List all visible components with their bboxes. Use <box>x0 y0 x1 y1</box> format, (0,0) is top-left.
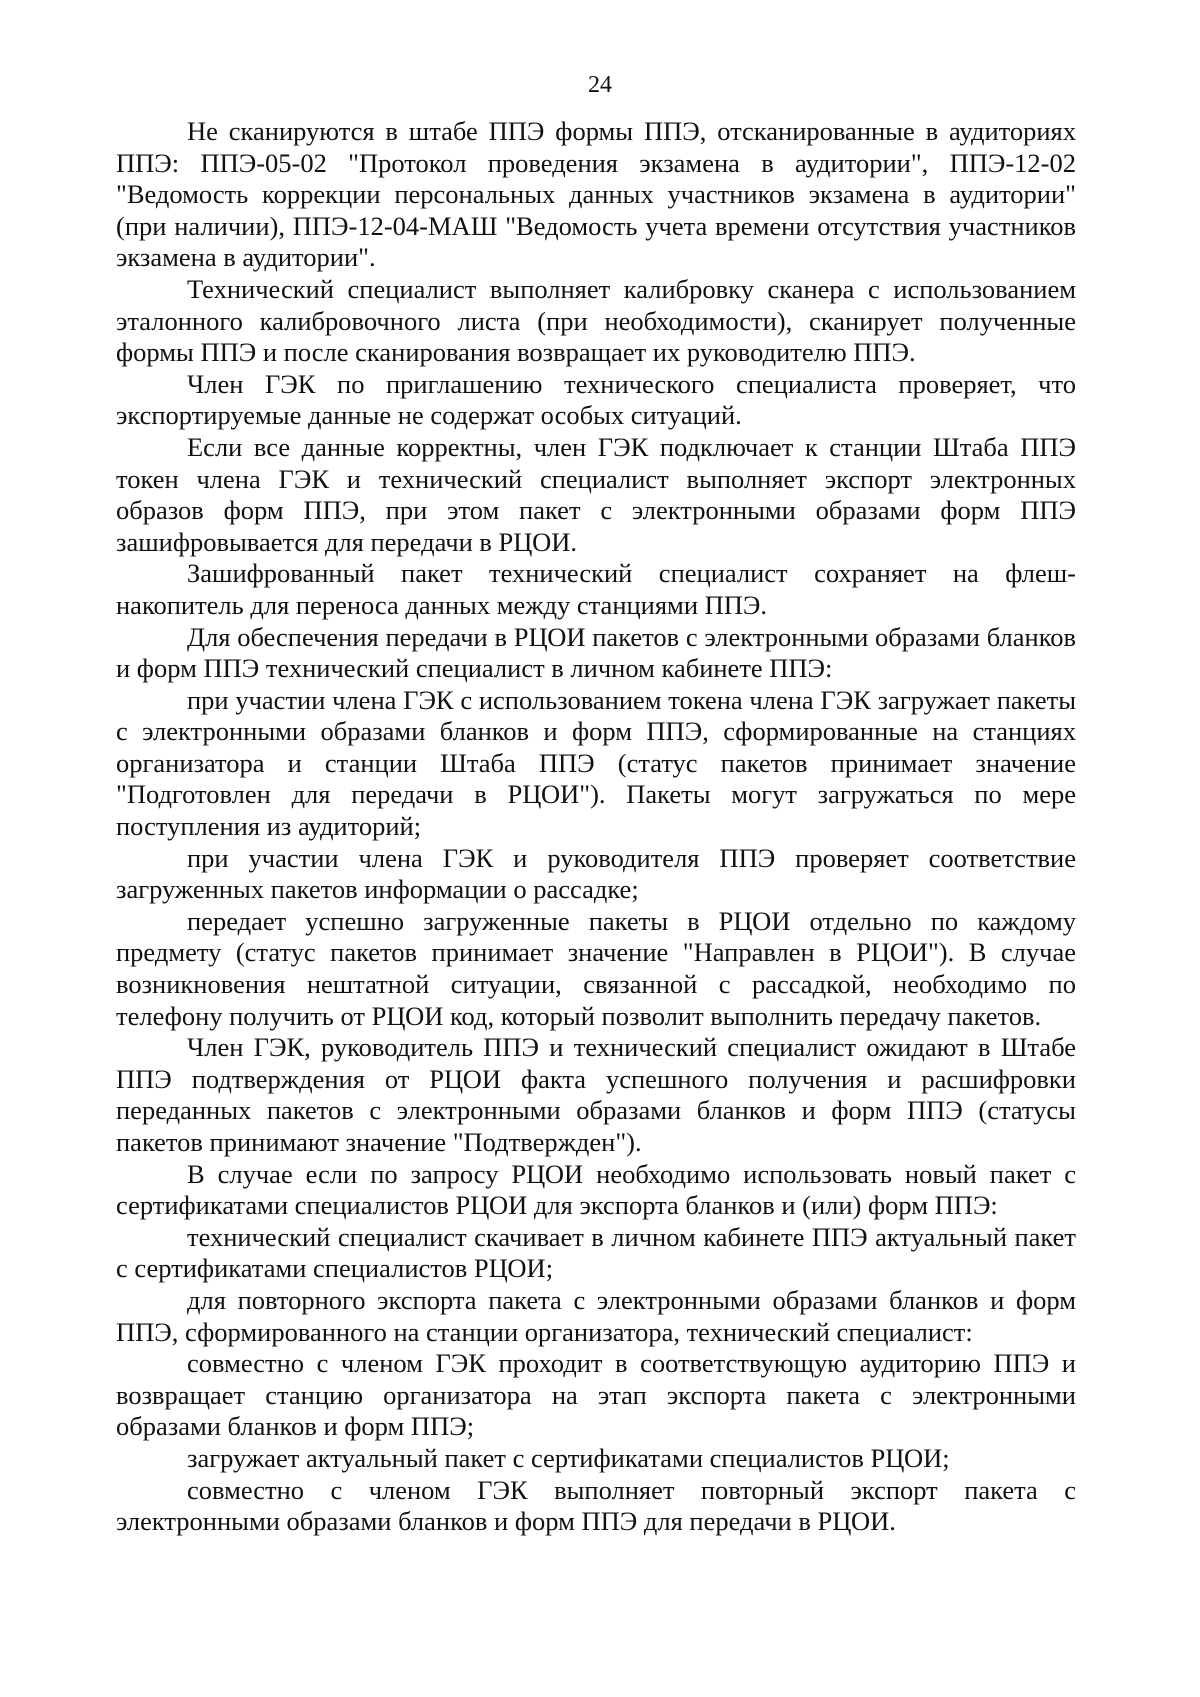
list-item-paragraph: при участии члена ГЭК и руководителя ППЭ проверяет соответствие загруженных пакетов информации о рассадке; <box>116 842 1076 905</box>
paragraph: Не сканируются в штабе ППЭ формы ППЭ, отсканированные в аудиториях ППЭ: ППЭ-05-02 "Протокол проведения экзамена в аудитории", ППЭ-12-02 "Ведомость коррекции персональных данных участников экзамена в аудитории" (при наличии), ППЭ-12-04-МАШ "Ведомость учета времени отсутствия участников экзамена в аудитории". <box>116 116 1076 273</box>
paragraph: Член ГЭК, руководитель ППЭ и технический специалист ожидают в Штабе ППЭ подтверждения от РЦОИ факта успешного получения и расшифровки переданных пакетов с электронными образами бланков и форм ППЭ (статусы пакетов принимают значение "Подтвержден"). <box>116 1032 1076 1157</box>
list-item-paragraph: при участии члена ГЭК с использованием токена члена ГЭК загружает пакеты с электронными образами бланков и форм ППЭ, сформированные на станциях организатора и станции Штаба ППЭ (статус пакетов принимает значение "Подготовлен для передачи в РЦОИ"). Пакеты могут загружаться по мере поступления из аудиторий; <box>116 684 1076 842</box>
paragraph: Для обеспечения передачи в РЦОИ пакетов с электронными образами бланков и форм ППЭ технический специалист в личном кабинете ППЭ: <box>116 621 1076 684</box>
list-item-paragraph: совместно с членом ГЭК выполняет повторный экспорт пакета с электронными образами бланков и форм ППЭ для передачи в РЦОИ. <box>116 1474 1076 1537</box>
list-item-paragraph: для повторного экспорта пакета с электронными образами бланков и форм ППЭ, сформированного на станции организатора, технический специалист: <box>116 1284 1076 1347</box>
paragraph: В случае если по запросу РЦОИ необходимо использовать новый пакет с сертификатами специалистов РЦОИ для экспорта бланков и (или) форм ППЭ: <box>116 1158 1076 1221</box>
list-item-paragraph: передает успешно загруженные пакеты в РЦОИ отдельно по каждому предмету (статус пакетов принимает значение "Направлен в РЦОИ"). В случае возникновения нештатной ситуации, связанной с рассадкой, необходимо по телефону получить от РЦОИ код, который позволит выполнить передачу пакетов. <box>116 905 1076 1031</box>
paragraph: Член ГЭК по приглашению технического специалиста проверяет, что экспортируемые данные не содержат особых ситуаций. <box>116 368 1076 431</box>
list-item-paragraph: совместно с членом ГЭК проходит в соответствующую аудиторию ППЭ и возвращает станцию организатора на этап экспорта пакета с электронными образами бланков и форм ППЭ; <box>116 1348 1076 1442</box>
list-item-paragraph: технический специалист скачивает в личном кабинете ППЭ актуальный пакет с сертификатами специалистов РЦОИ; <box>116 1221 1076 1284</box>
page-body <box>116 116 1076 1538</box>
page-number: 24 <box>588 72 612 98</box>
paragraph: Технический специалист выполняет калибровку сканера с использованием эталонного калибровочного листа (при необходимости), сканирует полученные формы ППЭ и после сканирования возвращает их руководителю ППЭ. <box>116 273 1076 368</box>
paragraph: Зашифрованный пакет технический специалист сохраняет на флеш-накопитель для переноса данных между станциями ППЭ. <box>116 558 1076 620</box>
list-item-paragraph: загружает актуальный пакет с сертификатами специалистов РЦОИ; <box>187 1442 950 1473</box>
paragraph: Если все данные корректны, член ГЭК подключает к станции Штаба ППЭ токен члена ГЭК и технический специалист выполняет экспорт электронных образов форм ППЭ, при этом пакет с электронными образами форм ППЭ зашифровывается для передачи в РЦОИ. <box>116 431 1076 557</box>
